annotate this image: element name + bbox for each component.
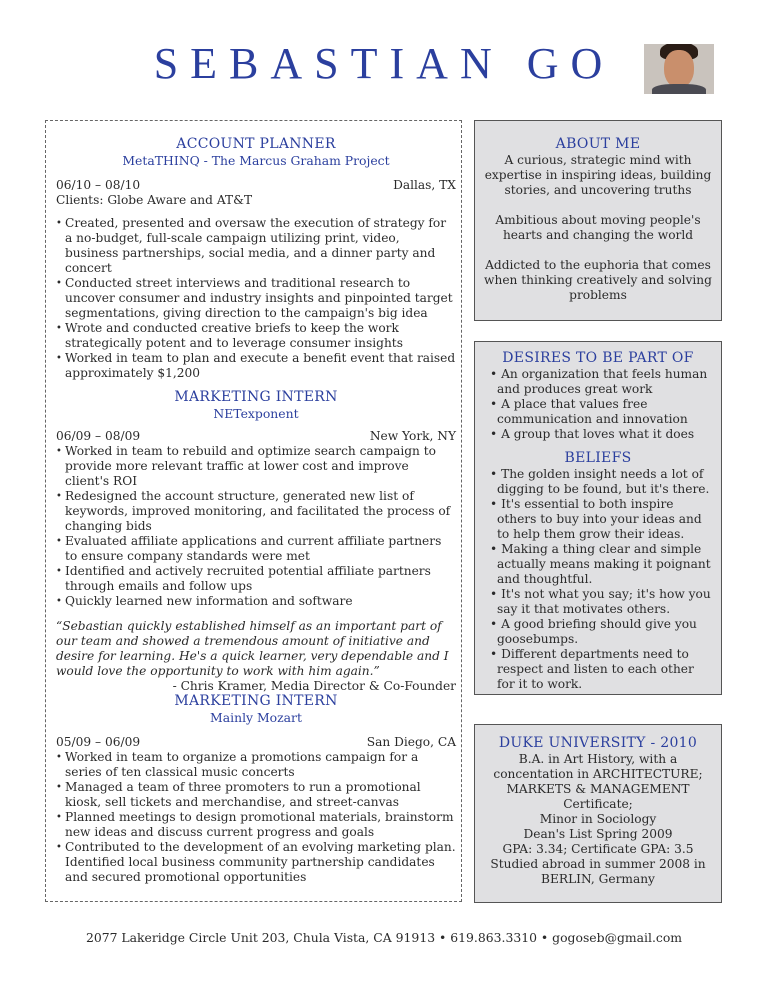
education-line: GPA: 3.34; Certificate GPA: 3.5 <box>502 842 694 856</box>
job-netexponent <box>56 389 456 694</box>
job-title: ACCOUNT PLANNER <box>176 136 336 152</box>
quote-attribution: - Chris Kramer, Media Director & Co-Founder <box>172 679 456 693</box>
education-line: Studied abroad in summer 2008 in BERLIN, Germany <box>490 857 706 886</box>
education-line: Dean's List Spring 2009 <box>523 827 673 841</box>
job-clients: Clients: Globe Aware and AT&T <box>56 193 253 207</box>
job-account-planner <box>56 136 456 381</box>
job-location: San Diego, CA <box>366 735 456 749</box>
profile-photo <box>644 44 714 94</box>
belief-item: • Making a thing clear and simple actually means making it poignant and thoughtful. <box>490 542 711 586</box>
job-bullet: • Managed a team of three promoters to run a promotional kiosk, sell tickets and merchandise, and street-canvas <box>56 780 456 810</box>
job-bullet: • Wrote and conducted creative briefs to keep the work strategically potent and to leverage consumer insights <box>56 321 456 351</box>
belief-item: • A good briefing should give you goosebumps. <box>490 617 697 646</box>
about-me-box <box>474 120 722 321</box>
education-line: Minor in Sociology <box>539 812 657 826</box>
job-location: Dallas, TX <box>393 178 456 192</box>
job-company: Mainly Mozart <box>210 710 302 725</box>
desire-item: • A group that loves what it does <box>490 427 695 441</box>
job-bullet: • Contributed to the development of an evolving marketing plan. Identified local business community partnership candidates and secured promotional opportunities <box>56 840 456 885</box>
job-bullet: • Quickly learned new information and software <box>56 594 456 609</box>
job-bullet: • Created, presented and oversaw the execution of strategy for a no-budget, full-scale campaign utilizing print, video, business partnerships, social media, and a dinner party and concert <box>56 216 456 276</box>
box-title: ABOUT ME <box>555 136 641 152</box>
job-bullet: • Worked in team to plan and execute a benefit event that raised approximately $1,200 <box>56 351 456 381</box>
box-title: DUKE UNIVERSITY - 2010 <box>498 735 698 751</box>
belief-item: • Different departments need to respect and listen to each other for it to work. <box>490 647 694 691</box>
education-line: B.A. in Art History, with a concentation in ARCHITECTURE; <box>493 752 703 781</box>
job-mainly-mozart <box>56 693 456 885</box>
desire-item: • A place that values free communication and innovation <box>490 397 688 426</box>
about-paragraph: Addicted to the euphoria that comes when thinking creatively and solving problems <box>484 258 712 302</box>
education-line: MARKETS & MANAGEMENT Certificate; <box>506 782 690 811</box>
name-heading: SEBASTIAN GO <box>153 39 615 88</box>
belief-item: • It's not what you say; it's how you say it that motivates others. <box>490 587 711 616</box>
job-title: MARKETING INTERN <box>174 693 338 709</box>
recommendation-quote: “Sebastian quickly established himself as an important part of our team and showed a tremendous amount of initiative and desire for learning. He's a quick learner, very dependable and I would love the opportunity to work with him again.” <box>56 619 449 678</box>
belief-item: • The golden insight needs a lot of digging to be found, but it's there. <box>490 467 710 496</box>
job-company: NETexponent <box>213 406 299 421</box>
job-bullet: • Redesigned the account structure, generated new list of keywords, improved monitoring, and facilitated the process of changing bids <box>56 489 456 534</box>
job-dates: 06/10 – 08/10 <box>56 178 141 192</box>
experience-section <box>45 120 462 902</box>
job-bullet: • Worked in team to organize a promotions campaign for a series of ten classical music concerts <box>56 750 456 780</box>
job-bullet: • Worked in team to rebuild and optimize search campaign to provide more relevant traffic at lower cost and improve client's ROI <box>56 444 456 489</box>
education-box <box>474 724 722 903</box>
job-dates: 06/09 – 08/09 <box>56 429 141 443</box>
job-bullet: • Planned meetings to design promotional materials, brainstorm new ideas and discuss current progress and goals <box>56 810 456 840</box>
about-paragraph: A curious, strategic mind with expertise in inspiring ideas, building stories, and uncovering truths <box>484 153 712 197</box>
job-company: MetaTHINQ - The Marcus Graham Project <box>122 153 390 168</box>
about-paragraph: Ambitious about moving people's hearts and changing the world <box>495 213 701 242</box>
job-dates: 05/09 – 06/09 <box>56 735 141 749</box>
job-bullet: • Evaluated affiliate applications and current affiliate partners to ensure company standards were met <box>56 534 456 564</box>
job-location: New York, NY <box>369 429 456 443</box>
belief-item: • It's essential to both inspire others to buy into your ideas and to help them grow their ideas. <box>490 497 702 541</box>
job-bullet: • Identified and actively recruited potential affiliate partners through emails and follow ups <box>56 564 456 594</box>
job-title: MARKETING INTERN <box>174 389 338 405</box>
job-bullet: • Conducted street interviews and traditional research to uncover consumer and industry insights and pinpointed target segmentations, giving direction to the campaign's big idea <box>56 276 456 321</box>
desire-item: • An organization that feels human and produces great work <box>490 367 708 396</box>
box-title: BELIEFS <box>564 450 632 466</box>
contact-footer: 2077 Lakeridge Circle Unit 203, Chula Vista, CA 91913 • 619.863.3310 • gogoseb@gmail.com <box>85 930 683 945</box>
box-title: DESIRES TO BE PART OF <box>502 350 694 366</box>
desires-beliefs-box <box>474 341 722 695</box>
